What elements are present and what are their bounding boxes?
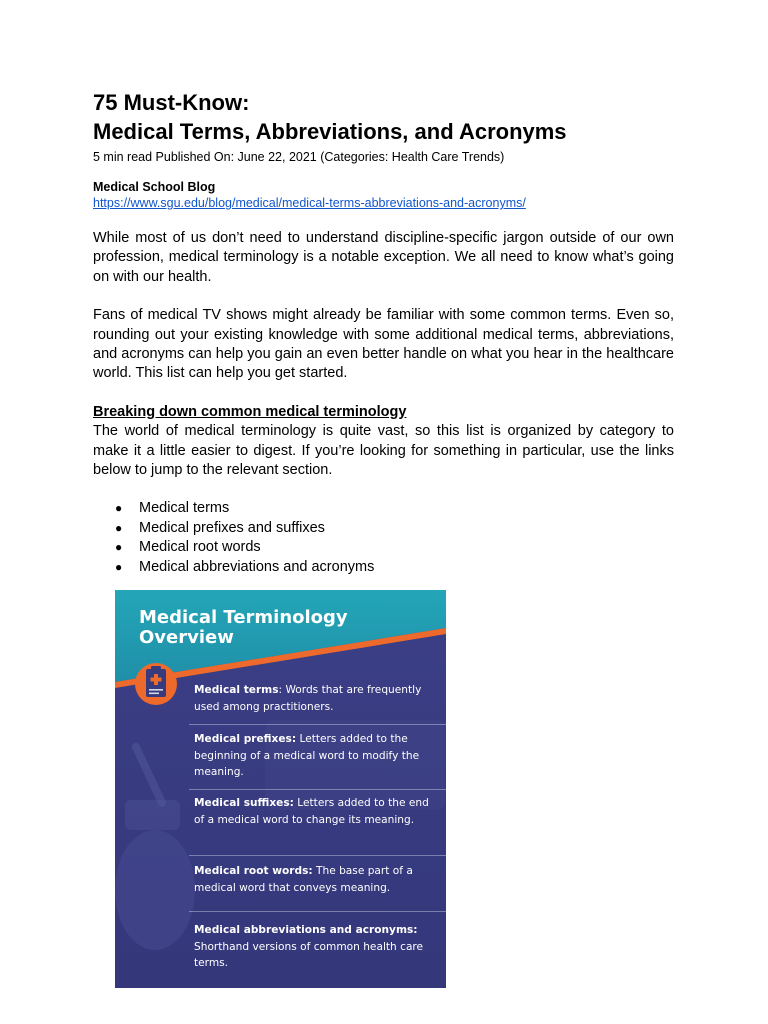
infographic-item-definition: Letters added to the beginning of a medical word to modify the meaning.	[194, 733, 420, 778]
bullet-icon: ●	[115, 501, 123, 516]
article-title	[93, 88, 674, 146]
infographic-item-prefixes	[194, 731, 442, 781]
infographic-item-term: Medical terms	[194, 684, 279, 696]
infographic-title-line1: Medical Terminology	[139, 607, 348, 628]
paragraph-tv-shows: Fans of medical TV shows might already be familiar with some common terms. Even so, rounding out your existing knowledge with some additional medical terms, abbreviations, and acronyms can help you gain an even better handle on what you hear in the healthcare world. This list can help you get started.	[93, 307, 674, 382]
document-page	[93, 88, 674, 577]
list-item	[93, 558, 674, 577]
list-item	[93, 538, 674, 557]
bullet-icon: ●	[115, 540, 123, 555]
infographic-item-definition: Letters added to the end of a medical word to change its meaning.	[194, 797, 429, 826]
bullet-list	[93, 499, 674, 577]
infographic-item-root-words	[194, 863, 442, 896]
list-item-label: Medical terms	[139, 500, 230, 517]
infographic-divider	[189, 855, 446, 856]
infographic-item-suffixes	[194, 795, 442, 828]
list-item	[93, 519, 674, 538]
paragraph-organization: The world of medical terminology is quite vast, so this list is organized by category to make it a little easier to digest. If you’re looking for something in particular, use the links below to jump to the relevant section.	[93, 423, 674, 479]
infographic-title-line2: Overview	[139, 627, 234, 648]
article-title-line2: Medical Terms, Abbreviations, and Acronyms	[93, 119, 567, 144]
infographic-item-medical-terms	[194, 682, 442, 715]
article-meta: 5 min read Published On: June 22, 2021 (Categories: Health Care Trends)	[93, 150, 505, 164]
bullet-icon: ●	[115, 559, 123, 574]
infographic-divider	[189, 724, 446, 725]
infographic-item-definition: Shorthand versions of common health care terms.	[194, 940, 424, 969]
section-heading: Breaking down common medical terminology	[93, 403, 407, 420]
bullet-icon: ●	[115, 520, 123, 535]
infographic-item-term: Medical abbreviations and acronyms:	[194, 924, 418, 936]
infographic-item-abbreviations	[194, 922, 442, 972]
list-item-label: Medical root words	[139, 539, 261, 556]
paragraph-intro: While most of us don’t need to understand discipline-specific jargon outside of our own profession, medical terminology is a notable exception. We all need to know what’s going on with our health.	[93, 230, 674, 285]
terminology-infographic	[115, 590, 446, 988]
infographic-item-term: Medical prefixes:	[194, 733, 297, 745]
infographic-divider	[189, 911, 446, 912]
list-item-label: Medical abbreviations and acronyms	[139, 558, 375, 575]
article-title-line1: 75 Must-Know:	[93, 90, 250, 115]
article-link[interactable]: https://www.sgu.edu/blog/medical/medical-terms-abbreviations-and-acronyms/	[93, 196, 526, 210]
clipboard-medical-icon	[135, 662, 177, 706]
blog-name: Medical School Blog	[93, 180, 216, 194]
infographic-item-term: Medical root words:	[194, 865, 313, 877]
infographic-divider	[189, 789, 446, 790]
infographic-title	[139, 608, 429, 648]
infographic-item-definition: The base part of a medical word that conveys meaning.	[194, 865, 413, 894]
list-item-label: Medical prefixes and suffixes	[139, 519, 325, 536]
infographic-item-definition: : Words that are frequently used among practitioners.	[194, 684, 422, 713]
infographic-item-term: Medical suffixes:	[194, 797, 294, 809]
list-item	[93, 499, 674, 518]
